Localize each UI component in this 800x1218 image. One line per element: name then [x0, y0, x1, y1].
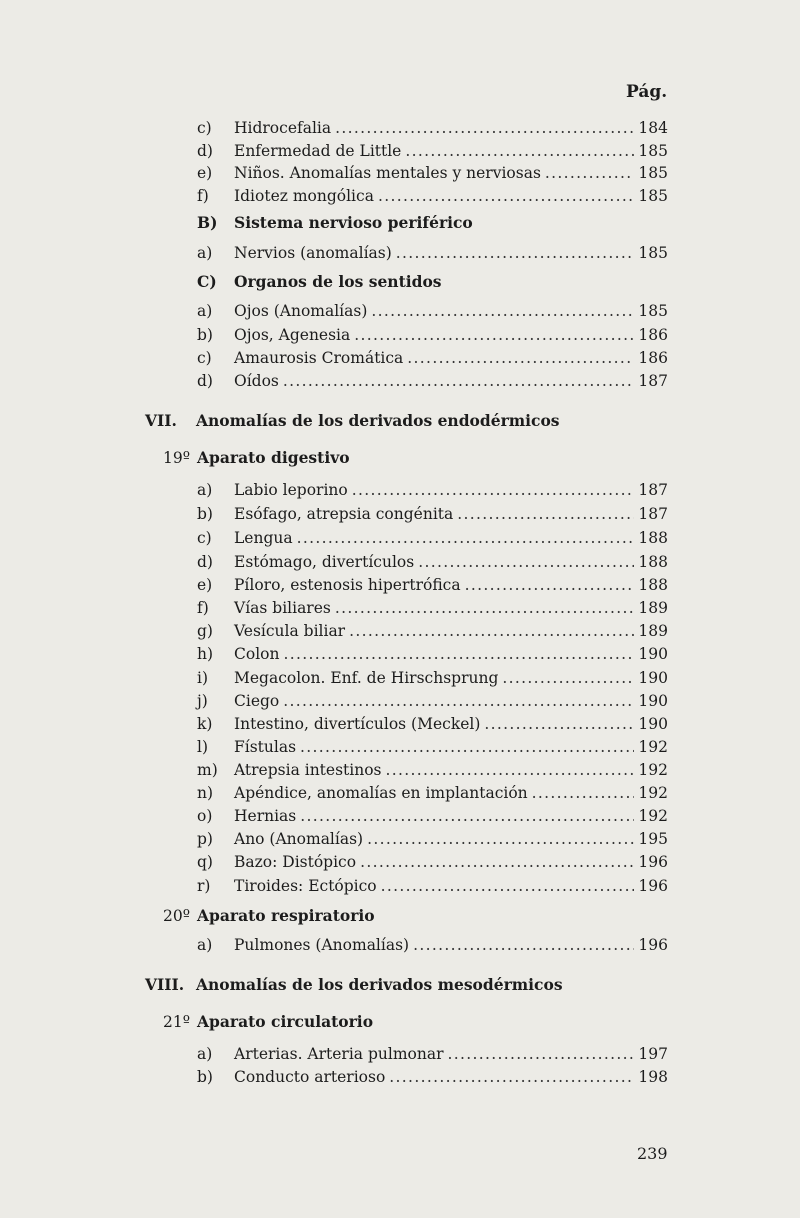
toc-entry — [197, 644, 668, 664]
page-column-header: Pág. — [626, 82, 668, 102]
heading-label: VII. — [145, 411, 177, 430]
toc-entry — [197, 760, 668, 780]
heading-label: VIII. — [145, 975, 185, 994]
toc-entry — [197, 348, 668, 368]
entry-text: Estómago, divertículos — [234, 553, 415, 571]
toc-entry — [197, 118, 668, 138]
heading-title: Anomalías de los derivados mesodérmicos — [196, 975, 563, 994]
entry-page: 196 — [638, 936, 668, 954]
entry-label: f) — [197, 187, 209, 205]
leader-dots — [283, 691, 634, 711]
section-heading — [197, 213, 473, 233]
leader-dots — [396, 243, 634, 263]
entry-page: 192 — [638, 784, 668, 802]
entry-page: 190 — [638, 645, 668, 663]
entry-text: Pulmones (Anomalías) — [234, 936, 410, 954]
leader-dots — [405, 141, 634, 161]
entry-label: p) — [197, 830, 213, 848]
leader-dots — [381, 876, 634, 896]
heading-label: 21º — [163, 1013, 191, 1031]
entry-page: 188 — [638, 576, 668, 594]
toc-entry — [197, 691, 668, 711]
page-number: 239 — [637, 1144, 668, 1163]
entry-page: 187 — [638, 505, 668, 523]
entry-page: 186 — [638, 326, 668, 344]
entry-label: a) — [197, 481, 213, 499]
entry-label: e) — [197, 576, 213, 594]
entry-page: 189 — [638, 599, 668, 617]
entry-text: Amaurosis Cromática — [234, 349, 404, 367]
leader-dots — [413, 935, 634, 955]
leader-dots — [418, 552, 634, 572]
toc-entry — [197, 737, 668, 757]
leader-dots — [352, 480, 634, 500]
leader-dots — [283, 371, 634, 391]
leader-dots — [354, 325, 634, 345]
entry-label: h) — [197, 645, 214, 663]
entry-page: 196 — [638, 877, 668, 895]
leader-dots — [378, 186, 634, 206]
toc-entry — [197, 480, 668, 500]
entry-text: Nervios (anomalías) — [234, 244, 392, 262]
entry-label: a) — [197, 302, 213, 320]
entry-page: 187 — [638, 372, 668, 390]
leader-dots — [349, 621, 634, 641]
entry-text: Intestino, divertículos (Meckel) — [234, 715, 481, 733]
entry-page: 185 — [638, 164, 668, 182]
entry-page: 185 — [638, 244, 668, 262]
entry-page: 185 — [638, 142, 668, 160]
leader-dots — [335, 598, 634, 618]
section-heading — [163, 1012, 373, 1032]
entry-text: Hidrocefalia — [234, 119, 332, 137]
entry-page: 188 — [638, 553, 668, 571]
entry-label: d) — [197, 372, 213, 390]
leader-dots — [457, 504, 634, 524]
leader-dots — [389, 1067, 634, 1087]
entry-text: Labio leporino — [234, 481, 348, 499]
entry-page: 192 — [638, 738, 668, 756]
leader-dots — [300, 737, 634, 757]
entry-page: 196 — [638, 853, 668, 871]
section-heading — [163, 906, 375, 926]
toc-entry — [197, 325, 668, 345]
toc-entry — [197, 575, 668, 595]
chapter-heading — [145, 975, 563, 995]
entry-page: 184 — [638, 119, 668, 137]
entry-text: Atrepsia intestinos — [234, 761, 382, 779]
entry-text: Conducto arterioso — [234, 1068, 386, 1086]
toc-entry — [197, 621, 668, 641]
heading-title: Organos de los sentidos — [234, 272, 442, 291]
entry-text: Niños. Anomalías mentales y nerviosas — [234, 164, 541, 182]
leader-dots — [484, 714, 634, 734]
heading-label: C) — [197, 272, 217, 291]
entry-text: Arterias. Arteria pulmonar — [234, 1045, 444, 1063]
entry-label: g) — [197, 622, 213, 640]
toc-entry — [197, 243, 668, 263]
toc-entry — [197, 552, 668, 572]
toc-entry — [197, 806, 668, 826]
leader-dots — [448, 1044, 635, 1064]
entry-label: a) — [197, 244, 213, 262]
heading-title: Aparato digestivo — [197, 448, 350, 467]
leader-dots — [367, 829, 634, 849]
entry-page: 195 — [638, 830, 668, 848]
toc-entry — [197, 935, 668, 955]
toc-entry — [197, 714, 668, 734]
entry-label: d) — [197, 142, 213, 160]
entry-text: Megacolon. Enf. de Hirschsprung — [234, 669, 499, 687]
leader-dots — [371, 301, 634, 321]
entry-text: Fístulas — [234, 738, 297, 756]
entry-page: 185 — [638, 302, 668, 320]
entry-page: 186 — [638, 349, 668, 367]
entry-page: 192 — [638, 761, 668, 779]
entry-label: b) — [197, 326, 213, 344]
toc-entry — [197, 852, 668, 872]
leader-dots — [283, 644, 634, 664]
entry-label: i) — [197, 669, 209, 687]
entry-label: b) — [197, 1068, 213, 1086]
heading-title: Sistema nervioso periférico — [234, 213, 473, 232]
toc-entry — [197, 1044, 668, 1064]
entry-text: Idiotez mongólica — [234, 187, 374, 205]
leader-dots — [360, 852, 634, 872]
leader-dots — [386, 760, 635, 780]
entry-text: Colon — [234, 645, 280, 663]
entry-page: 198 — [638, 1068, 668, 1086]
entry-label: q) — [197, 853, 213, 871]
heading-label: 20º — [163, 907, 191, 925]
heading-label: B) — [197, 213, 218, 232]
toc-entry — [197, 504, 668, 524]
leader-dots — [502, 668, 634, 688]
entry-page: 189 — [638, 622, 668, 640]
entry-label: c) — [197, 529, 212, 547]
leader-dots — [532, 783, 634, 803]
heading-title: Anomalías de los derivados endodérmicos — [196, 411, 560, 430]
toc-entry — [197, 301, 668, 321]
heading-label: 19º — [163, 449, 191, 467]
entry-label: c) — [197, 349, 212, 367]
entry-label: b) — [197, 505, 213, 523]
entry-page: 190 — [638, 669, 668, 687]
section-heading — [197, 272, 442, 292]
entry-label: l) — [197, 738, 209, 756]
entry-label: j) — [197, 692, 208, 710]
entry-label: m) — [197, 761, 218, 779]
entry-page: 185 — [638, 187, 668, 205]
entry-label: a) — [197, 936, 213, 954]
toc-entry — [197, 528, 668, 548]
toc-entry — [197, 876, 668, 896]
entry-label: c) — [197, 119, 212, 137]
entry-text: Lengua — [234, 529, 293, 547]
toc-entry — [197, 371, 668, 391]
entry-text: Bazo: Distópico — [234, 853, 357, 871]
toc-entry — [197, 141, 668, 161]
entry-text: Enfermedad de Little — [234, 142, 402, 160]
entry-text: Esófago, atrepsia congénita — [234, 505, 454, 523]
toc-entry — [197, 163, 668, 183]
entry-text: Apéndice, anomalías en implantación — [234, 784, 528, 802]
leader-dots — [407, 348, 634, 368]
leader-dots — [335, 118, 634, 138]
leader-dots — [297, 528, 634, 548]
entry-text: Píloro, estenosis hipertrófica — [234, 576, 461, 594]
entry-text: Ojos (Anomalías) — [234, 302, 368, 320]
entry-page: 187 — [638, 481, 668, 499]
entry-text: Ciego — [234, 692, 280, 710]
entry-page: 190 — [638, 692, 668, 710]
entry-text: Tiroides: Ectópico — [234, 877, 377, 895]
entry-label: r) — [197, 877, 211, 895]
toc-entry — [197, 1067, 668, 1087]
entry-text: Oídos — [234, 372, 279, 390]
entry-text: Ano (Anomalías) — [234, 830, 364, 848]
leader-dots — [465, 575, 634, 595]
toc-entry — [197, 829, 668, 849]
leader-dots — [545, 163, 634, 183]
toc-entry — [197, 598, 668, 618]
entry-label: a) — [197, 1045, 213, 1063]
entry-page: 192 — [638, 807, 668, 825]
section-heading — [163, 448, 350, 468]
entry-label: o) — [197, 807, 213, 825]
entry-text: Vesícula biliar — [234, 622, 346, 640]
entry-text: Ojos, Agenesia — [234, 326, 351, 344]
entry-label: k) — [197, 715, 213, 733]
chapter-heading — [145, 411, 560, 431]
entry-label: n) — [197, 784, 214, 802]
entry-page: 190 — [638, 715, 668, 733]
entry-label: d) — [197, 553, 213, 571]
entry-label: e) — [197, 164, 213, 182]
toc-entry — [197, 668, 668, 688]
heading-title: Aparato respiratorio — [197, 906, 375, 925]
entry-text: Hernias — [234, 807, 297, 825]
leader-dots — [300, 806, 634, 826]
toc-entry — [197, 186, 668, 206]
heading-title: Aparato circulatorio — [197, 1012, 374, 1031]
toc-entry — [197, 783, 668, 803]
entry-label: f) — [197, 599, 209, 617]
entry-page: 197 — [638, 1045, 668, 1063]
entry-text: Vías biliares — [234, 599, 331, 617]
entry-page: 188 — [638, 529, 668, 547]
